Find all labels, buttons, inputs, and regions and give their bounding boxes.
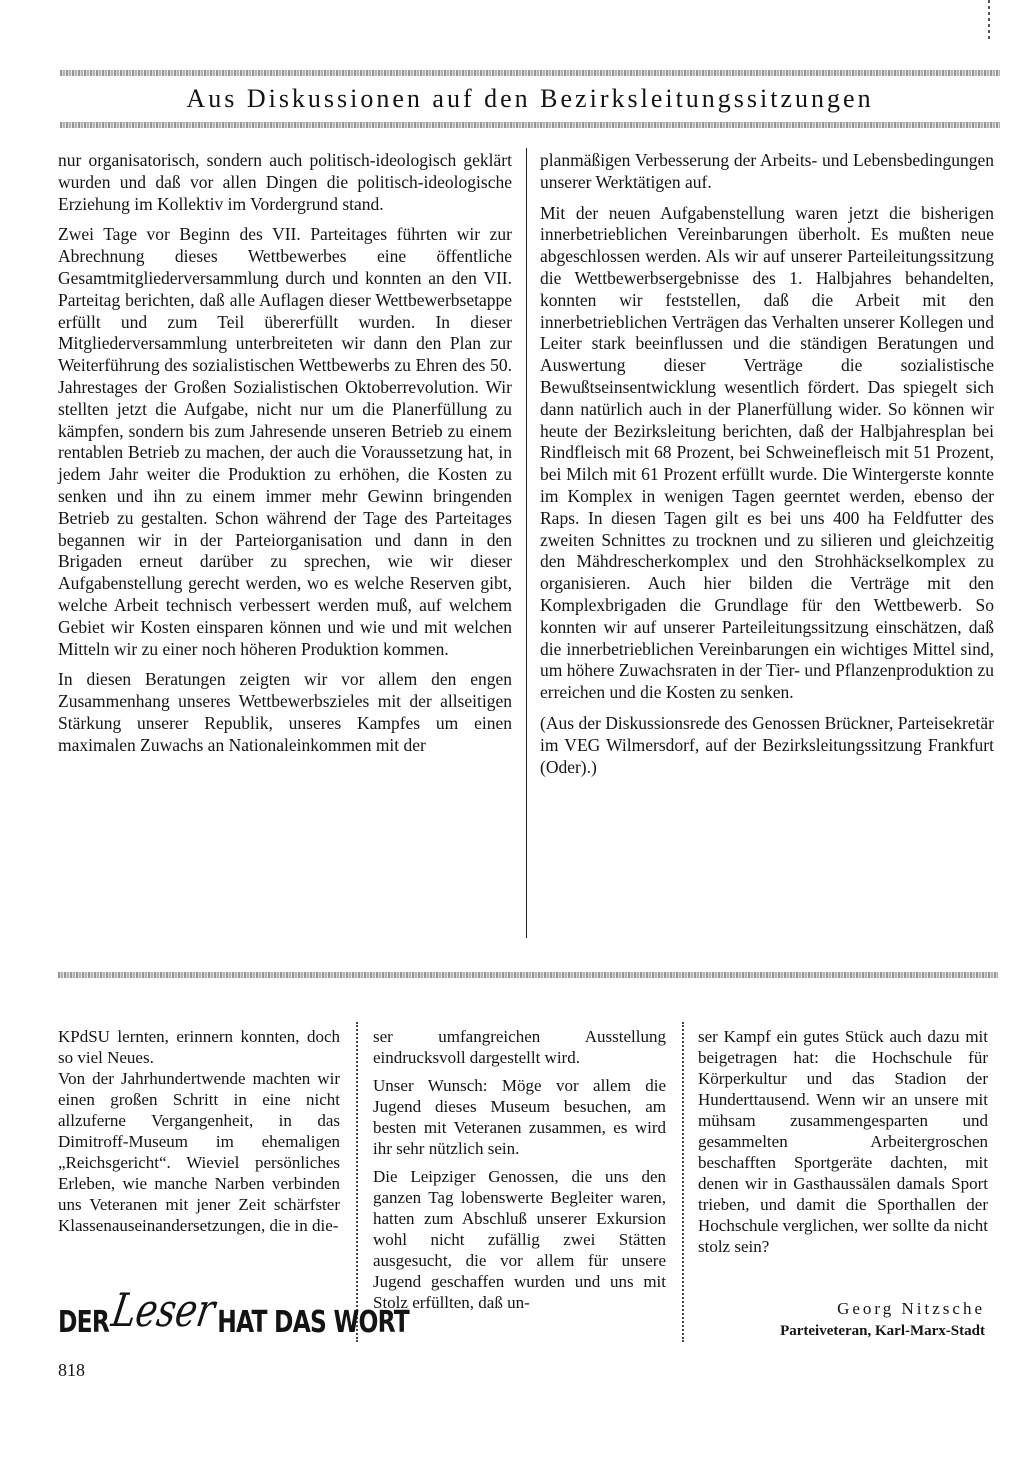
margin-mark [985,0,993,40]
logo-word-der: DER [58,1305,110,1340]
paragraph: nur organisatorisch, sondern auch politisch-ideologisch geklärt wurden und daß vor allen Dingen die politisch-ideologische Erziehung im Kollektiv im Vordergrund stand. [58,150,512,214]
section-heading: Aus Diskussionen auf den Bezirksleitungssitzungen [186,84,874,113]
section-separator [58,972,998,978]
bottom-column-1 [58,1026,340,1243]
paragraph: ser Kampf ein gutes Stück auch dazu mit beigetragen hat: die Hochschule für Körperkultur und das Stadion der Hunderttausend. Wenn wir an unsere mit mühsam zusammengesparten und gesammelten Arbeitergroschen beschafften Sportgeräte dachten, mit denen wir in Gasthaussälen damals Sport trieben, und damit die Sporthallen der Hochschule verglichen, wer sollte da nicht stolz sein? [698,1027,988,1256]
column-divider [682,1022,684,1342]
column-logo [58,1283,409,1340]
top-left-column [58,150,512,766]
paragraph: Zwei Tage vor Beginn des VII. Parteitages führten wir zur Abrechnung dieses Wettbewerbes eine öffentliche Gesamtmitgliederversammlung durch und konnten an den VII. Parteitag berichten, daß alle Auflagen dieser Wettbewerbsetappe erfüllt und zum Teil übererfüllt wurden. In dieser Mitgliederversammlung unterbreiteten wir dann den Plan zur Weiterführung des sozialistischen Wettbewerbs zu Ehren des 50. Jahrestages der Großen Sozialistischen Oktoberrevolution. Wir stellten jetzt die Aufgabe, nicht nur um die Planerfüllung zu kämpfen, sondern bis zum Jahresende unseren Betrieb zu einem rentablen Betrieb zu machen, der auch die Voraussetzung hat, in jedem Jahr weiter die Produktion zu erhöhen, die Kosten zu senken und ihn zu einem immer mehr Gewinn bringenden Betrieb zu gestalten. Schon während der Tage des Parteitages begannen wir in der Parteiorganisation und dann in den Brigaden erneut darüber zu sprechen, wie wir dieser Aufgabenstellung gerecht werden, wo es welche Reserven gibt, welche Arbeit technisch verbessert werden muß, auf welchem Gebiet wir Kosten einsparen können und wie und mit welchen Mitteln wir zu einer noch höheren Produktion kommen. [58,224,512,659]
top-right-column [540,150,994,787]
page-number: 818 [58,1360,85,1380]
logo-words-hat-das-wort: HAT DAS WORT [217,1305,409,1340]
bottom-column-2 [373,1026,666,1320]
paragraph: In diesen Beratungen zeigten wir vor allem den engen Zusammenhang unseres Wettbewerbszieles mit der allseitigen Stärkung unserer Republik, unseres Kampfes um einen maximalen Zuwachs an Nationaleinkommen mit der [58,669,512,755]
paragraph: Die Leipziger Genossen, die uns den ganzen Tag lobenswerte Begleiter waren, hatten zum Abschluß unserer Exkursion wohl nicht zufällig zwei Stätten ausgesucht, die vor allem für unsere Jugend geschaffen wurden und uns mit Stolz erfüllten, daß un- [373,1167,666,1312]
source-note: (Aus der Diskussionsrede des Genossen Brückner, Parteisekretär im VEG Wilmersdorf, auf der Bezirksleitungssitzung Frankfurt (Oder).) [540,712,994,777]
bottom-column-3 [698,1026,988,1264]
author-role: Parteiveteran, Karl-Marx-Stadt [780,1323,985,1339]
paragraph: Von der Jahrhundertwende machten wir einen großen Schritt in eine nicht allzuferne Vergangenheit, in das Dimitroff-Museum im ehemaligen „Reichsgericht“. Wieviel persönliches Erleben, wie manche Narben verbinden uns Veteranen mit jener Zeit schärfster Klassenauseinandersetzungen, die in die- [58,1069,340,1235]
paragraph: Mit der neuen Aufgabenstellung waren jetzt die bisherigen innerbetrieblichen Vereinbarungen überholt. Es mußten neue abgeschlossen werden. Als wir auf unserer Parteileitungssitzung die Wettbewerbsergebnisse des 1. Halbjahres behandelten, konnten wir feststellen, daß die Arbeit mit den innerbetrieblichen Verträgen das Verhalten unserer Kollegen und Leiter stark beeinflussen und die ständigen Beratungen und Auswertung dieser Verträge die sozialistische Bewußtseinsentwicklung wesentlich fördert. Das spiegelt sich dann natürlich auch in der Planerfüllung wider. So können wir heute der Bezirksleitung berichten, daß der Halbjahresplan bei Rindfleisch mit 68 Prozent, bei Schweinefleisch mit 51 Prozent, bei Milch mit 61 Prozent erfüllt wurde. Die Wintergerste konnte im Komplex in wenigen Tagen geerntet werden, ebenso der Raps. In diesen Tagen gilt es bei uns 400 ha Feldfutter des zweiten Schnittes zu trocknen und zu silieren und gleichzeitig den Mähdrescherkomplex und den Strohhäckselkomplex zu organisieren. Auch hier bilden die Verträge mit den Komplexbrigaden die Grundlage für den Wettbewerb. So konnten wir auf unserer Parteileitungssitzung einschätzen, daß die innerbetrieblichen Vereinbarungen ein wichtiges Mittel sind, um höhere Zuwachsraten in der Tier- und Pflanzenproduktion zu erreichen und die Kosten zu senken. [540,202,994,703]
column-divider [356,1022,358,1342]
author-name: Georg Nitzsche [837,1299,985,1318]
header-rule-bottom [60,122,1000,128]
column-divider [526,148,527,938]
author-signature [735,1298,985,1342]
paragraph: KPdSU lernten, erinnern konnten, doch so viel Neues. [58,1027,340,1067]
paragraph: planmäßigen Verbesserung der Arbeits- und Lebensbedingungen unserer Werktätigen auf. [540,150,994,192]
header-rule-top [60,70,1000,76]
paragraph: ser umfangreichen Ausstellung eindrucksvoll dargestellt wird. [373,1027,666,1067]
paragraph: Unser Wunsch: Möge vor allem die Jugend dieses Museum besuchen, am besten mit Veteranen zusammen, es wird ihr sehr nützlich sein. [373,1076,666,1158]
logo-script-leser: Leser [107,1283,219,1337]
